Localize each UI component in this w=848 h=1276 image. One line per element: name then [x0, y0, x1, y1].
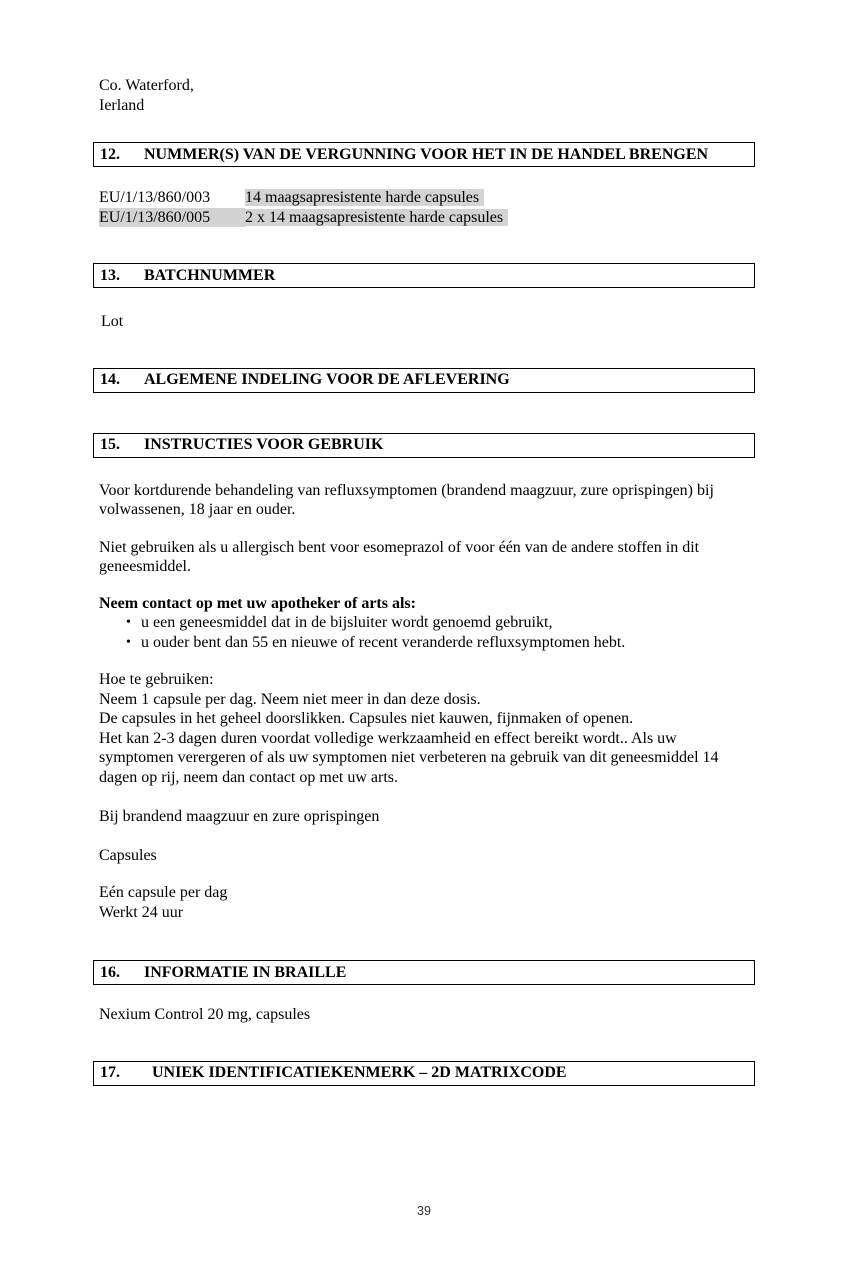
usage-line: Neem 1 capsule per dag. Neem niet meer in dan deze dosis.: [99, 690, 481, 708]
address-line-1: Co. Waterford,: [99, 77, 194, 94]
contact-heading: Neem contact op met uw apotheker of arts als:: [99, 594, 416, 612]
section-number-13: 13.: [100, 266, 120, 284]
bullet-list: [93, 613, 755, 652]
section-number-16: 16.: [100, 963, 120, 981]
section-header-15: [93, 433, 755, 458]
address-block: [93, 76, 755, 115]
list-item: • u ouder bent dan 55 en nieuwe of recent veranderde refluxsymptomen hebt.: [93, 633, 755, 653]
paragraph-indication: Voor kortdurende behandeling van refluxsymptomen (brandend maagzuur, zure oprispingen) bij volwassenen, 18 jaar en ouder.: [99, 481, 714, 518]
section-title-12: NUMMER(S) VAN DE VERGUNNING VOOR HET IN DE HANDEL BRENGEN: [144, 145, 709, 163]
section-number-15: 15.: [100, 436, 120, 454]
page-number: 39: [417, 1204, 431, 1218]
section-title-14: ALGEMENE INDELING VOOR DE AFLEVERING: [144, 371, 510, 389]
usage-line: Het kan 2-3 dagen duren voordat volledige werkzaamheid en effect bereikt wordt.. Als uw symptomen verergeren of als uw symptomen niet verbeteren na gebruik van dit geneesmiddel 14 dagen op rij, neem dan contact op met uw arts.: [99, 729, 719, 786]
section-number-14: 14.: [100, 371, 120, 389]
section-header-17: [93, 1061, 755, 1086]
section-title-16: INFORMATIE IN BRAILLE: [144, 963, 347, 981]
section-header-13: [93, 263, 755, 288]
dosage-line: Werkt 24 uur: [99, 903, 184, 921]
indication-line: Bij brandend maagzuur en zure oprispingen: [99, 808, 380, 825]
authorization-table: [93, 188, 755, 227]
section-header-16: [93, 960, 755, 985]
authorization-description: 14 maagsapresistente harde capsules: [245, 189, 484, 206]
address-line-2: Ierland: [99, 96, 145, 114]
batch-label: Lot: [101, 313, 124, 330]
section-header-14: [93, 368, 755, 393]
document-page: [0, 76, 848, 1276]
section-header-12: [93, 142, 755, 167]
braille-text: Nexium Control 20 mg, capsules: [99, 1006, 311, 1023]
paragraph-allergy: Niet gebruiken als u allergisch bent voor esomeprazol of voor één van de andere stoffen in dit geneesmiddel.: [99, 538, 700, 575]
authorization-code: EU/1/13/860/003: [99, 189, 211, 206]
usage-block: [93, 670, 755, 787]
form-line: Capsules: [99, 846, 157, 864]
dosage-line: Eén capsule per dag: [99, 884, 228, 901]
section-title-13: BATCHNUMMER: [144, 266, 276, 284]
usage-line: De capsules in het geheel doorslikken. Capsules niet kauwen, fijnmaken of openen.: [99, 710, 634, 727]
section-number-12: 12.: [100, 145, 120, 163]
dosage-block: [93, 883, 755, 922]
authorization-description: 2 x 14 maagsapresistente harde capsules: [245, 209, 508, 226]
section-title-17: UNIEK IDENTIFICATIEKENMERK – 2D MATRIXCODE: [152, 1064, 567, 1082]
table-row: [99, 188, 755, 208]
authorization-code: EU/1/13/860/005: [99, 208, 245, 228]
list-item: • u een geneesmiddel dat in de bijsluiter wordt genoemd gebruikt,: [93, 613, 755, 633]
usage-intro: Hoe te gebruiken:: [99, 671, 214, 688]
section-number-17: 17.: [100, 1064, 120, 1082]
section-title-15: INSTRUCTIES VOOR GEBRUIK: [144, 436, 384, 454]
table-row: [99, 208, 755, 228]
